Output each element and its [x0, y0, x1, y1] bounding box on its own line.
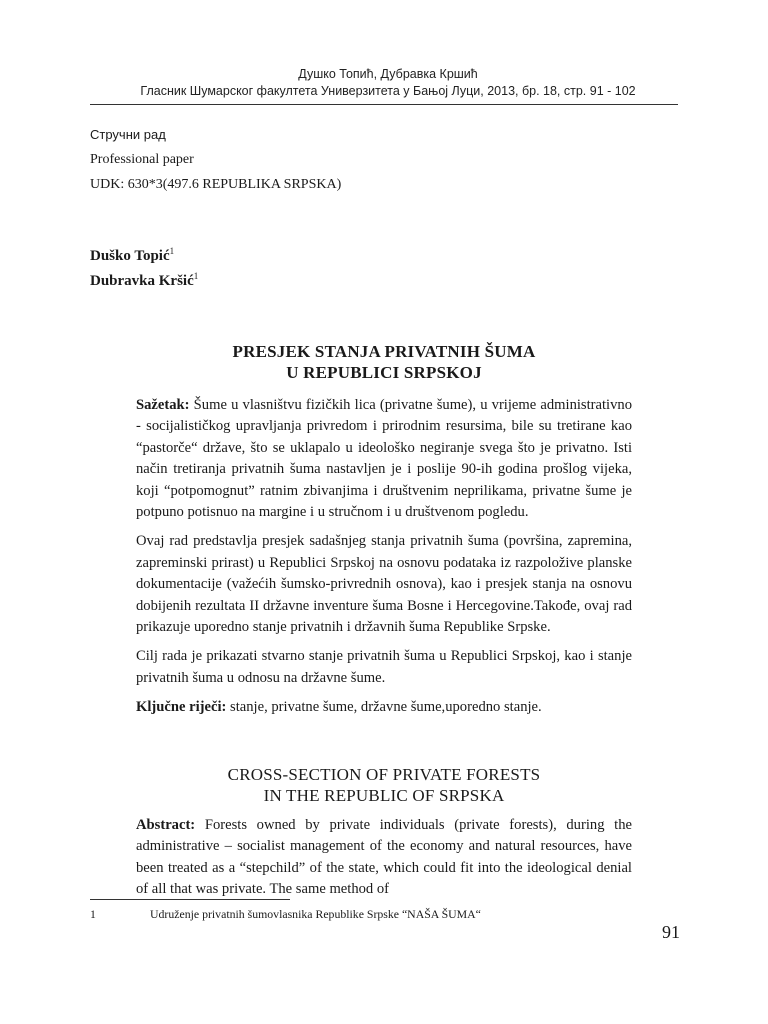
running-header-journal: Гласник Шумарског факултета Универзитета у Бањој Луци, 2013, бр. 18, стр. 91 - 102 — [140, 84, 636, 98]
paper-meta — [90, 122, 341, 197]
abstract-en-text-1: Forests owned by private individuals (private forests), during the administrative – socialist management of the economy and natural resources, have been treated as a “stepchild” of the state, which could fit into the ideological denial of all that was private. The same method of — [136, 817, 632, 898]
running-header-authors: Душко Топић, Дубравка Кршић — [298, 67, 478, 81]
author-name: Dubravka Kršić — [90, 273, 194, 289]
abstract-sr — [136, 395, 632, 727]
author-affiliation-mark: 1 — [193, 271, 199, 281]
abstract-sr-paragraph-1 — [136, 395, 632, 523]
keywords-sr — [136, 697, 632, 718]
keywords-sr-text: stanje, privatne šume, državne šume,uporedno stanje. — [226, 699, 542, 716]
footnote-text: Udruženje privatnih šumovlasnika Republike Srpske “NAŠA ŠUMA“ — [150, 907, 481, 921]
author-list — [90, 244, 198, 294]
udk-code: UDK: 630*3(497.6 REPUBLIKA SRPSKA) — [90, 177, 342, 192]
author-affiliation-mark: 1 — [169, 246, 175, 256]
keywords-sr-label: Ključne riječi: — [136, 699, 227, 716]
author-name: Duško Topić — [90, 248, 170, 264]
author-2 — [90, 269, 198, 294]
header-rule — [90, 104, 678, 105]
author-1 — [90, 244, 198, 269]
paper-type-sr: Стручни рад — [90, 127, 166, 142]
abstract-sr-label: Sažetak: — [136, 397, 190, 413]
abstract-en — [136, 815, 632, 909]
paper-title-sr — [0, 341, 768, 383]
abstract-sr-paragraph-2: Ovaj rad predstavlja presjek sadašnjeg stanja privatnih šuma (površina, zapremina, zapreminski prirast) u Republici Srpskoj na osnovu podataka iz razpoložive planske dokumentacije (važećih šumsko-privrednih osnova), kao i presjek stanja na osnovu dobijenih rezultata II državne inventure šuma Bosne i Hercegovine.Takođe, ovaj rad prikazuje uporedno stanje privatnih i državnih šuma Republike Srpske. — [136, 533, 632, 636]
abstract-sr-text-1: Šume u vlasništvu fizičkih lica (privatne šume), u vrijeme administrativno - socijalističkog upravljanja privredom i prirodnim resursima, bile su tretirane kao “pastorče“ države, što se uklapalo u ideološko negiranje svega što je privatno. Isti način tretiranja privatnih šuma nastavljen je i poslije 90-ih godina prošlog vijeka, koji “potpomognut” ratnim zbivanjima i društvenim neprilikama, privatne šume je potpuno potisnuo na margine i u stručnom i u društvenom pogledu. — [136, 397, 632, 521]
abstract-en-paragraph-1 — [136, 815, 632, 901]
abstract-en-label: Abstract: — [136, 817, 196, 833]
running-header — [0, 66, 768, 100]
title-sr-line-1: PRESJEK STANJA PRIVATNIH ŠUMA — [232, 342, 536, 361]
abstract-sr-paragraph-3: Cilj rada je prikazati stvarno stanje privatnih šuma u Republici Srpskoj, kao i stanje privatnih šuma u odnosu na državne šume. — [136, 648, 632, 686]
title-sr-line-2: U REPUBLICI SRPSKOJ — [286, 363, 482, 382]
footnote-number: 1 — [90, 907, 96, 921]
paper-title-en — [0, 764, 768, 806]
page-number: 91 — [662, 922, 680, 942]
footnote-rule — [90, 899, 290, 900]
footnote — [90, 906, 650, 922]
title-en-line-1: CROSS-SECTION OF PRIVATE FORESTS — [227, 765, 541, 784]
paper-type-en: Professional paper — [90, 152, 194, 167]
title-en-line-2: IN THE REPUBLIC OF SRPSKA — [263, 786, 505, 805]
